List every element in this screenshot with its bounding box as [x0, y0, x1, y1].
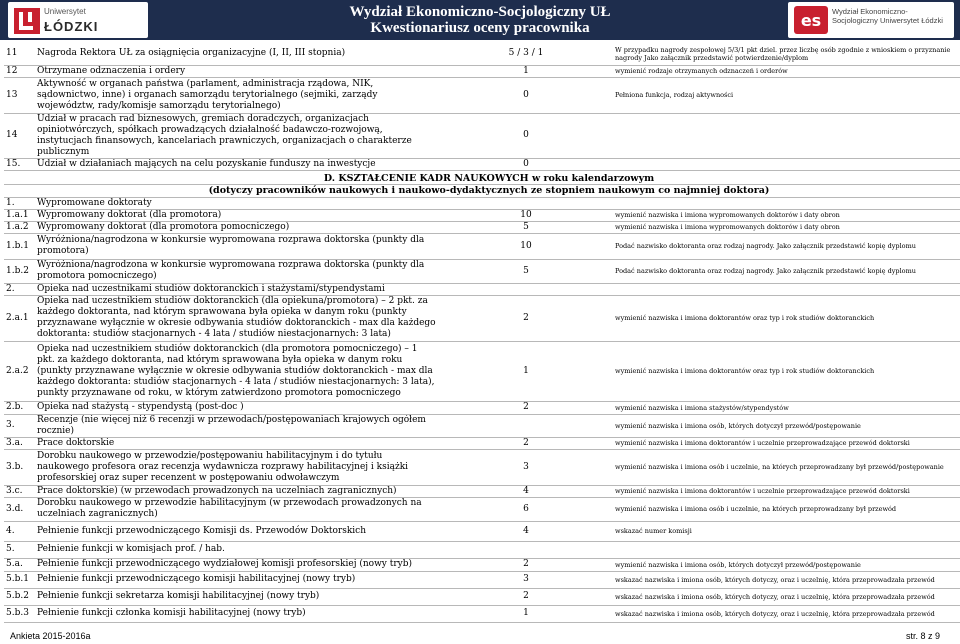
university-logo-icon [14, 8, 40, 34]
row-number: 12 [4, 65, 35, 77]
row-note: wymienić nazwiska i imiona stażystów/stypendystów [613, 401, 960, 414]
row-points: 5 [439, 259, 613, 283]
row-note: wymienić nazwiska i imiona osób i uczelnie, na których przeprowadzany był przewód/postępowanie [613, 449, 960, 485]
section-d-subtitle-row [4, 184, 960, 197]
row-points: 4 [439, 521, 613, 541]
row-note: wskazać numer komisji [613, 521, 960, 541]
row-note: wymienić nazwiska i imiona wypromowanych doktorów i daty obron [613, 221, 960, 233]
row-points: 0 [439, 113, 613, 158]
title-line-2: Kwestionariusz oceny pracownika [370, 20, 590, 36]
row-description: Udział w działaniach mających na celu pozyskanie funduszy na inwestycje [35, 158, 439, 170]
row-description: Wypromowane doktoraty [35, 197, 439, 209]
row-description: Opieka nad uczestnikiem studiów doktoranckich (dla promotora pomocniczego) – 1 pkt. za każdego doktoranta, nad którym sprawowana była opieka w danym roku (punkty przyznawane wyłącznie w okresie odbywania studiów doktoranckich - max dla każdego doktoranta: studiów stacjonarnych - 4 lata / studiów niestacjonarnych: 3 lata), punkty przyznawane od roku, w którym zatwierdzono promotora pomocniczego [35, 341, 439, 401]
table-row [4, 259, 960, 283]
row-points: 5 / 3 / 1 [439, 43, 613, 65]
svg-text:es: es [800, 11, 822, 30]
row-number: 1.a.1 [4, 209, 35, 221]
row-number: 3.b. [4, 449, 35, 485]
table-row [4, 541, 960, 558]
table-row [4, 605, 960, 622]
row-description: Pełnienie funkcji członka komisji habilitacyjnej (nowy tryb) [35, 605, 439, 622]
table-row [4, 113, 960, 158]
row-number: 3. [4, 414, 35, 437]
row-description: Nagroda Rektora UŁ za osiągnięcia organizacyjne (I, II, III stopnia) [35, 43, 439, 65]
footer-survey-id: Ankieta 2015-2016a [10, 631, 91, 641]
row-points [439, 197, 613, 209]
row-number: 15. [4, 158, 35, 170]
row-number: 2.a.2 [4, 341, 35, 401]
row-description: Wyróżniona/nagrodzona w konkursie wypromowana rozprawa doktorska (punkty dla promotora) [35, 233, 439, 259]
row-description: Pełnienie funkcji przewodniczącego komisji habilitacyjnej (nowy tryb) [35, 571, 439, 588]
row-note: wymienić nazwiska i imiona wypromowanych doktorów i daty obron [613, 209, 960, 221]
row-number: 3.c. [4, 485, 35, 497]
row-description: Aktywność w organach państwa (parlament, administracja rządowa, NIK, sądownictwo, inne) i organach samorządu terytorialnego (sejmiki, zarządy województw, rady/komisje samorządu terytorialnego) [35, 77, 439, 113]
table-row [4, 521, 960, 541]
section-d-title: D. KSZTAŁCENIE KADR NAUKOWYCH w roku kalendarzowym [4, 170, 960, 184]
table-row [4, 588, 960, 605]
row-description: Opieka nad uczestnikami studiów doktoranckich i stażystami/stypendystami [35, 283, 439, 295]
row-number: 2.a.1 [4, 295, 35, 341]
row-points: 10 [439, 233, 613, 259]
row-description: Wyróżniona/nagrodzona w konkursie wypromowana rozprawa doktorska (punkty dla promotora pomocniczego) [35, 259, 439, 283]
row-description: Prace doktorskie) (w przewodach prowadzonych na uczelniach zagranicznych) [35, 485, 439, 497]
row-description: Recenzje (nie więcej niż 6 recenzji w przewodach/postępowaniach krajowych ogółem rocznie) [35, 414, 439, 437]
row-number: 5.b.1 [4, 571, 35, 588]
row-note [613, 158, 960, 170]
row-points: 2 [439, 558, 613, 571]
header-bar [0, 0, 960, 40]
row-description: Pełnienie funkcji przewodniczącego wydziałowej komisji profesorskiej (nowy tryb) [35, 558, 439, 571]
table-row [4, 414, 960, 437]
row-number: 1.a.2 [4, 221, 35, 233]
row-number: 3.d. [4, 497, 35, 521]
row-note: wskazać nazwiska i imiona osób, których dotyczy, oraz i uczelnię, która przeprowadzała przewód [613, 571, 960, 588]
table-row [4, 295, 960, 341]
row-note: wymienić nazwiska i imiona osób i uczelnie, na których przeprowadzany był przewód [613, 497, 960, 521]
row-note: Pełniona funkcja, rodzaj aktywności [613, 77, 960, 113]
row-description: Pełnienie funkcji przewodniczącego Komisji ds. Przewodów Doktorskich [35, 521, 439, 541]
row-number: 5.b.2 [4, 588, 35, 605]
row-note: wymienić rodzaje otrzymanych odznaczeń i orderów [613, 65, 960, 77]
row-points: 10 [439, 209, 613, 221]
row-points: 4 [439, 485, 613, 497]
faculty-logo-caption: Wydział Ekonomiczno-Socjologiczny Uniwersytet Łódzki [832, 7, 943, 25]
row-points: 6 [439, 497, 613, 521]
row-points: 1 [439, 341, 613, 401]
table-row [4, 65, 960, 77]
row-description: Wypromowany doktorat (dla promotora) [35, 209, 439, 221]
row-description: Pełnienie funkcji w komisjach prof. / hab. [35, 541, 439, 558]
table-row [4, 485, 960, 497]
row-note: wymienić nazwiska i imiona doktorantów i uczelnie przeprowadzające przewód doktorski [613, 485, 960, 497]
row-points: 2 [439, 588, 613, 605]
row-description: Opieka nad uczestnikiem studiów doktoranckich (dla opiekuna/promotora) – 2 pkt. za każdego doktoranta, nad którym sprawowana była opieka w danym roku (punkty przyznawane wyłącznie w okresie odbywania studiów doktoranckich - max dla każdego doktoranta: studiów stacjonarnych - 4 lata / studiów niestacjonarnych: 3 lata) [35, 295, 439, 341]
section-d-subtitle: (dotyczy pracowników naukowych i naukowo-dydaktycznych ze stopniem naukowym co najmniej doktora) [4, 184, 960, 197]
faculty-logo [788, 2, 954, 38]
table-row [4, 43, 960, 65]
row-number: 3.a. [4, 437, 35, 449]
row-description: Pełnienie funkcji sekretarza komisji habilitacyjnej (nowy tryb) [35, 588, 439, 605]
row-description: Otrzymane odznaczenia i ordery [35, 65, 439, 77]
row-note [613, 541, 960, 558]
table-row [4, 158, 960, 170]
table-row [4, 571, 960, 588]
table-row [4, 437, 960, 449]
row-description: Dorobku naukowego w przewodzie/postępowaniu habilitacyjnym i do tytułu naukowego profesora oraz recenzja wydawnicza rozprawy habilitacyjnej i książki profesorskiej oraz super recenzent w postępowaniu odwoławczym [35, 449, 439, 485]
row-description: Wypromowany doktorat (dla promotora pomocniczego) [35, 221, 439, 233]
table-row [4, 401, 960, 414]
row-note: wymienić nazwiska i imiona osób, których dotyczył przewód/postępowanie [613, 414, 960, 437]
es-logo-icon [794, 6, 828, 34]
row-note: Podać nazwisko doktoranta oraz rodzaj nagrody. Jako załącznik przedstawić kopię dyplomu [613, 259, 960, 283]
row-number: 5. [4, 541, 35, 558]
row-number: 1.b.2 [4, 259, 35, 283]
row-number: 1.b.1 [4, 233, 35, 259]
logo-small-text: Uniwersytet [44, 7, 86, 16]
footer-page-number: str. 8 z 9 [906, 631, 941, 641]
row-points: 2 [439, 295, 613, 341]
row-points: 5 [439, 221, 613, 233]
table-row [4, 209, 960, 221]
row-note: wymienić nazwiska i imiona doktorantów oraz typ i rok studiów doktoranckich [613, 341, 960, 401]
table-row [4, 221, 960, 233]
row-note: wymienić nazwiska i imiona doktorantów oraz typ i rok studiów doktoranckich [613, 295, 960, 341]
row-points: 1 [439, 65, 613, 77]
row-points: 2 [439, 437, 613, 449]
row-note: Podać nazwisko doktoranta oraz rodzaj nagrody. Jako załącznik przedstawić kopię dyplomu [613, 233, 960, 259]
section-d-title-row [4, 170, 960, 184]
questionnaire-table [4, 43, 960, 623]
title-line-1: Wydział Ekonomiczno-Socjologiczny UŁ [349, 4, 611, 20]
row-description: Opieka nad stażystą - stypendystą (post-doc ) [35, 401, 439, 414]
row-number: 11 [4, 43, 35, 65]
table-row [4, 558, 960, 571]
row-note [613, 197, 960, 209]
row-points [439, 283, 613, 295]
row-points: 1 [439, 605, 613, 622]
row-note: wymienić nazwiska i imiona doktorantów i uczelnie przeprowadzające przewód doktorski [613, 437, 960, 449]
row-note: wymienić nazwiska i imiona osób, których dotyczył przewód/postępowanie [613, 558, 960, 571]
logo-big-text: ŁÓDZKI [44, 19, 99, 34]
row-number: 4. [4, 521, 35, 541]
row-points: 0 [439, 77, 613, 113]
row-points: 3 [439, 449, 613, 485]
row-note [613, 283, 960, 295]
table-row [4, 497, 960, 521]
row-number: 2.b. [4, 401, 35, 414]
row-points: 0 [439, 158, 613, 170]
row-note [613, 113, 960, 158]
row-number: 5.a. [4, 558, 35, 571]
row-points: 2 [439, 401, 613, 414]
row-number: 1. [4, 197, 35, 209]
row-note: wskazać nazwiska i imiona osób, których dotyczy, oraz i uczelnię, która przeprowadzała przewód [613, 605, 960, 622]
row-number: 2. [4, 283, 35, 295]
table-row [4, 341, 960, 401]
row-number: 13 [4, 77, 35, 113]
table-row [4, 283, 960, 295]
row-note: W przypadku nagrody zespołowej 5/3/1 pkt dziel. przez liczbę osób zgodnie z wnioskiem o przyznanie nagrody Jako załącznik przedstawić potwierdzenie/dyplom [613, 43, 960, 65]
table-row [4, 77, 960, 113]
row-description: Prace doktorskie [35, 437, 439, 449]
row-points [439, 414, 613, 437]
row-points: 3 [439, 571, 613, 588]
row-note: wskazać nazwiska i imiona osób, których dotyczy, oraz i uczelnię, która przeprowadzała przewód [613, 588, 960, 605]
row-number: 14 [4, 113, 35, 158]
row-number: 5.b.3 [4, 605, 35, 622]
row-description: Dorobku naukowego w przewodzie habilitacyjnym (w przewodach prowadzonych na uczelniach zagranicznych) [35, 497, 439, 521]
table-row [4, 449, 960, 485]
row-points [439, 541, 613, 558]
table-row [4, 233, 960, 259]
document-title [300, 4, 660, 36]
university-logo [8, 2, 148, 38]
table-row [4, 197, 960, 209]
row-description: Udział w pracach rad biznesowych, gremiach doradczych, organizacjach opiniotwórczych, spółkach prowadzących działalność badawczo-rozwojową, instytucjach finansowych, kancelariach prawniczych, organizacjach o charakterze publicznym [35, 113, 439, 158]
